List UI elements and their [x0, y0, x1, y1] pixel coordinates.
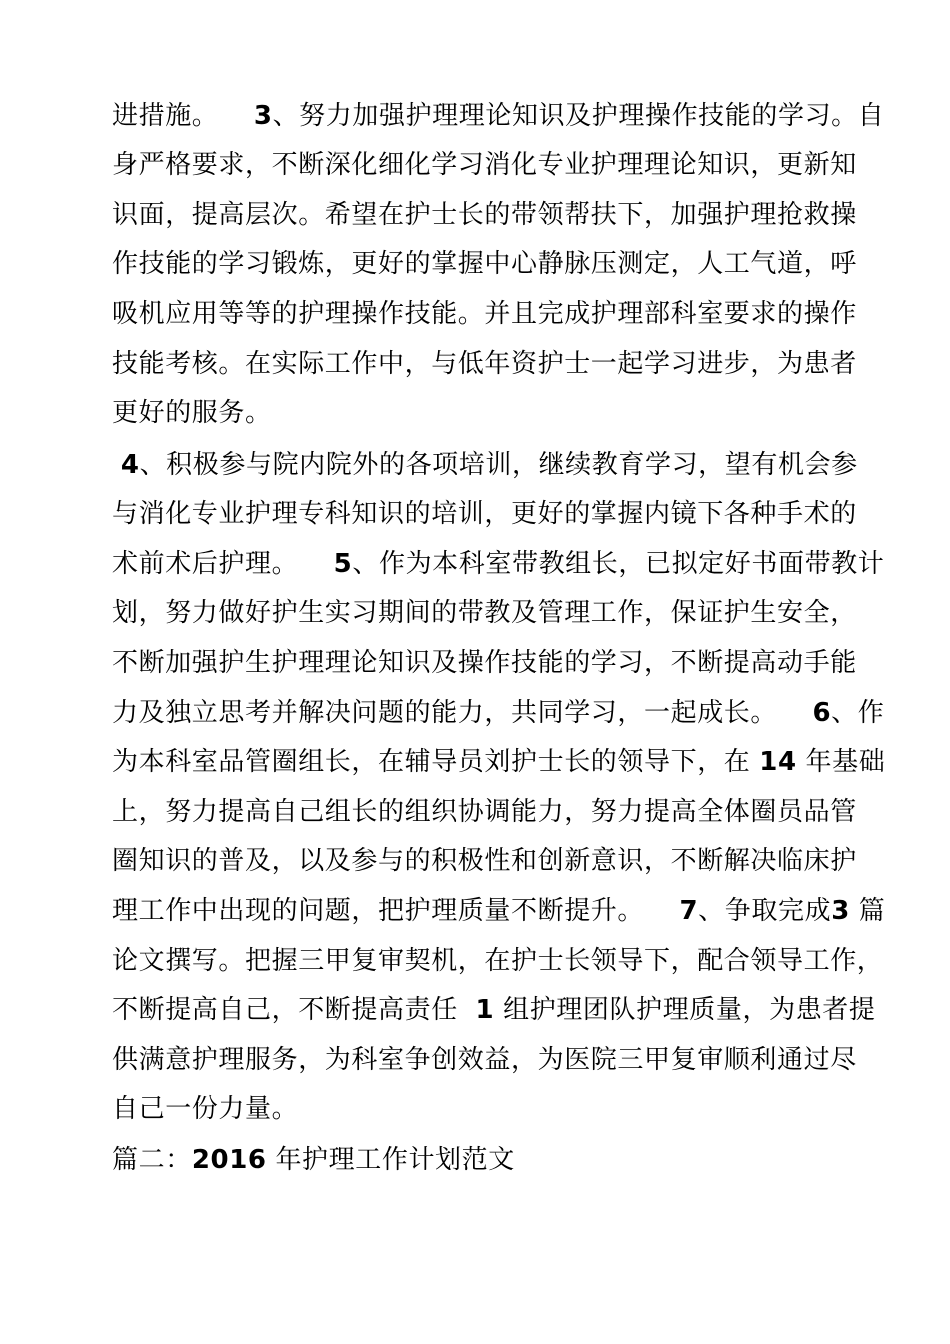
text-line: 论文撰写。把握三甲复审契机，在护士长领导下，配合领导工作， — [112, 946, 884, 976]
text-line: 自己一份力量。 — [112, 1094, 299, 1124]
text-line: 与消化专业护理专科知识的培训，更好的掌握内镜下各种手术的 — [112, 499, 857, 529]
text-line: 力及独立思考并解决问题的能力，共同学习，一起成长。 6、作 — [112, 698, 885, 728]
text-line: 为本科室品管圈组长，在辅导员刘护士长的领导下，在 14 年基础 — [112, 747, 886, 777]
text-line: 作技能的学习锻炼，更好的掌握中心静脉压测定，人工气道，呼 — [112, 249, 857, 279]
text-line: 供满意护理服务，为科室争创效益，为医院三甲复审顺利通过尽 — [112, 1045, 857, 1075]
text-line: 识面，提高层次。希望在护士长的带领帮扶下，加强护理抢救操 — [112, 200, 857, 230]
section-heading: 篇二：2016 年护理工作计划范文 — [112, 1145, 515, 1175]
text-line: 圈知识的普及，以及参与的积极性和创新意识，不断解决临床护 — [112, 846, 857, 876]
text-line: 上，努力提高自己组长的组织协调能力，努力提高全体圈员品管 — [112, 797, 857, 827]
text-line: 术前术后护理。 5、作为本科室带教组长，已拟定好书面带教计 — [112, 549, 885, 579]
text-line: 划，努力做好护生实习期间的带教及管理工作，保证护生安全， — [112, 598, 857, 628]
text-line: 理工作中出现的问题，把护理质量不断提升。 7、争取完成3 篇 — [112, 896, 886, 926]
text-line: 技能考核。在实际工作中，与低年资护士一起学习进步，为患者 — [112, 349, 857, 379]
text-line: 更好的服务。 — [112, 398, 272, 428]
text-line: 吸机应用等等的护理操作技能。并且完成护理部科室要求的操作 — [112, 299, 857, 329]
text-line: 不断提高自己，不断提高责任 1 组护理团队护理质量，为患者提 — [112, 995, 876, 1025]
text-line: 身严格要求，不断深化细化学习消化专业护理理论知识，更新知 — [112, 150, 857, 180]
text-line: 不断加强护生护理理论知识及操作技能的学习，不断提高动手能 — [112, 648, 857, 678]
text-line: 4、积极参与院内院外的各项培训，继续教育学习，望有机会参 — [120, 450, 858, 480]
text-line: 进措施。 3、努力加强护理理论知识及护理操作技能的学习。自 — [112, 101, 885, 131]
